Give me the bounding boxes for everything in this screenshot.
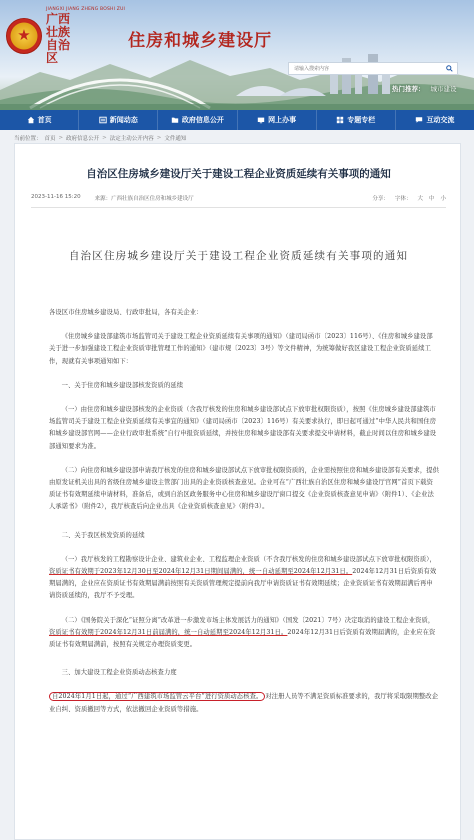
article-tools bbox=[372, 194, 446, 202]
meta-divider bbox=[31, 207, 446, 208]
nav-news[interactable]: 新闻动态 bbox=[79, 110, 158, 130]
org-name-english: JIANGXI JIANG ZHENG BOSHI ZUI bbox=[46, 7, 126, 12]
font-large-button[interactable]: 大 bbox=[417, 196, 423, 202]
national-emblem-icon bbox=[6, 18, 42, 54]
topic-icon bbox=[336, 116, 344, 124]
font-small-button[interactable]: 小 bbox=[440, 196, 446, 202]
article-source: 来源：广西壮族自治区住房和城乡建设厅 bbox=[94, 196, 194, 202]
nav-interaction[interactable]: 互动交流 bbox=[396, 110, 474, 130]
section-3-heading: 三、加大建设工程企业资质动态核查力度 bbox=[61, 669, 177, 677]
breadcrumb-home[interactable]: 首页 bbox=[44, 136, 56, 142]
section-1-paragraph-1: （一）由住房和城乡建设部核发的企业资质（含我厅核发的住房和城乡建设部试点下放审批权限资质），按照《住房城乡建设部建筑市场监管司关于建设工程企业资质延续有关事宜的通知》（建司局函市〔2023〕116号）有关要求执行，即日起可通过“中华人民共和国住房和城乡建设部官网——企业行政审批系统”自行申报资质延续，并按住房和城乡建设部有关要求提交申请材料，截止时间以住房和城乡建设部通知要求为准。 bbox=[49, 406, 437, 450]
folder-icon bbox=[171, 116, 179, 124]
breadcrumb bbox=[14, 134, 186, 142]
site-header bbox=[0, 0, 474, 110]
home-icon bbox=[27, 116, 35, 124]
hot-label: 热门推荐： bbox=[392, 85, 425, 93]
nav-online-service[interactable]: 网上办事 bbox=[238, 110, 317, 130]
intro-paragraph: 《住房城乡建设部建筑市场监管司关于建设工程企业资质延续有关事项的通知》（建司局函市〔2023〕116号）、《住房和城乡建设部关于进一步加强建设工程企业资质审批管理工作的通知》（建市规〔2023〕3号）等文件精神，为统筹做好我区建设工程企业资质延续工作，现就有关事项通知如下： bbox=[49, 333, 433, 365]
share-label[interactable]: 分享： bbox=[372, 196, 389, 202]
highlight-underline: 资质证书有效期于2023年12月30日至2024年12月31日期间届满的，统一自动延期至2024年12月31日。 bbox=[49, 568, 353, 576]
section-2-heading: 二、关于我区核发资质的延续 bbox=[61, 531, 145, 539]
site-logo[interactable] bbox=[6, 7, 272, 65]
article-card bbox=[14, 143, 461, 840]
breadcrumb-statutory[interactable]: 法定主动公开内容 bbox=[109, 136, 154, 142]
section-2-paragraph-2: （二）《国务院关于深化“证照分离”改革进一步激发市场主体发展活力的通知》（国发〔2021〕7号）决定取消的建设工程企业资质，资质证书有效期于2024年12月31日前届满的，统一自动延期至2024年12月31日。2024年12月31日后资质有效期届满的，企业应在资质证书有效期届满前，按照有关规定办理资质变更。 bbox=[49, 616, 436, 649]
breadcrumb-gov-info[interactable]: 政府信息公开 bbox=[66, 136, 100, 142]
section-1-heading: 一、关于住房和城乡建设部核发资质的延续 bbox=[61, 381, 184, 389]
breadcrumb-separator: > bbox=[156, 135, 162, 141]
hot-item-link[interactable]: 城市建设 bbox=[430, 85, 457, 93]
article-meta bbox=[31, 194, 446, 202]
news-icon bbox=[99, 116, 107, 124]
nav-home[interactable]: 首页 bbox=[0, 110, 79, 130]
breadcrumb-prefix: 当前位置： bbox=[14, 136, 42, 142]
font-medium-button[interactable]: 中 bbox=[428, 196, 435, 202]
highlight-underline: 资质证书有效期于2024年12月31日前届满的，统一自动延期至2024年12月31日。 bbox=[49, 628, 288, 636]
salutation: 各设区市住房城乡建设局、行政审批局，各有关企业： bbox=[49, 309, 203, 316]
breadcrumb-notices[interactable]: 文件通知 bbox=[164, 136, 187, 142]
publish-date: 2023-11-16 15:20 bbox=[31, 194, 81, 200]
section-1-paragraph-2: （二）向住房和城乡建设部申请我厅核发的住房和城乡建设部试点下放审批权限资质的，企业需按照住房和城乡建设部有关要求，提供由原发证机关出具的省级住房城乡建设主管部门出具的企业资质核查意见。企业可在“广西壮族自治区住房和城乡建设厅官网”首页下载资质证书有效期延续申请材料，准备后，或到自治区政务服务中心住房和城乡建设厅窗口提交《企业资质核查意见申请》（附件1）、《企业法人承诺书》（附件2），我厅核查后向企业出具《企业资质核查意见》（附件3）。 bbox=[49, 466, 440, 511]
article-title: 自治区住房城乡建设厅关于建设工程企业资质延续有关事项的通知 bbox=[86, 168, 391, 180]
main-nav bbox=[0, 110, 474, 130]
search-icon[interactable] bbox=[443, 63, 455, 74]
org-name: 住房和城乡建设厅 bbox=[128, 30, 273, 51]
search-box bbox=[288, 62, 458, 75]
chat-icon bbox=[415, 116, 423, 124]
search-input[interactable] bbox=[289, 63, 443, 74]
office-icon bbox=[257, 116, 265, 124]
hot-recommend bbox=[392, 84, 457, 93]
section-2-paragraph-1: （一）我厅核发的工程勘察设计企业、建筑业企业、工程监理企业资质（不含我厅核发的住房和城乡建设部试点下放审批权限资质），资质证书有效期于2023年12月30日至2024年12月31日期间届满的，统一自动延期至2024年12月31日。2024年12月31日后资质有效期届满的，企业应在资质证书有效期届满前按照有关资质管理规定提前向我厅申请资质证书有效期延续；企业资质证书有效期届满后再申请资质延续的，我厅不予受理。 bbox=[49, 555, 437, 600]
nav-topics[interactable]: 专题专栏 bbox=[317, 110, 396, 130]
org-prefix: 广西壮族自治区 bbox=[46, 12, 71, 65]
font-size-label: 字体： bbox=[394, 196, 412, 202]
nav-gov-info[interactable]: 政府信息公开 bbox=[158, 110, 237, 130]
document-title: 自治区住房城乡建设厅关于建设工程企业资质延续有关事项的通知 bbox=[68, 250, 409, 262]
article-body bbox=[49, 307, 439, 716]
section-3-paragraph-1: 自2024年1月1日起，通过“广西建筑市场监管云平台”进行资质动态核查。 对注册人员等不满足资质标准要求的，我厅将采取限期整改企业自纠、资质撤回等方式，依法撤回企业资质等措施。 bbox=[49, 693, 439, 713]
highlight-boxed: 自2024年1月1日起，通过“广西建筑市场监管云平台”进行资质动态核查。 bbox=[49, 692, 265, 701]
breadcrumb-separator: > bbox=[102, 135, 107, 141]
breadcrumb-separator: > bbox=[58, 135, 64, 141]
